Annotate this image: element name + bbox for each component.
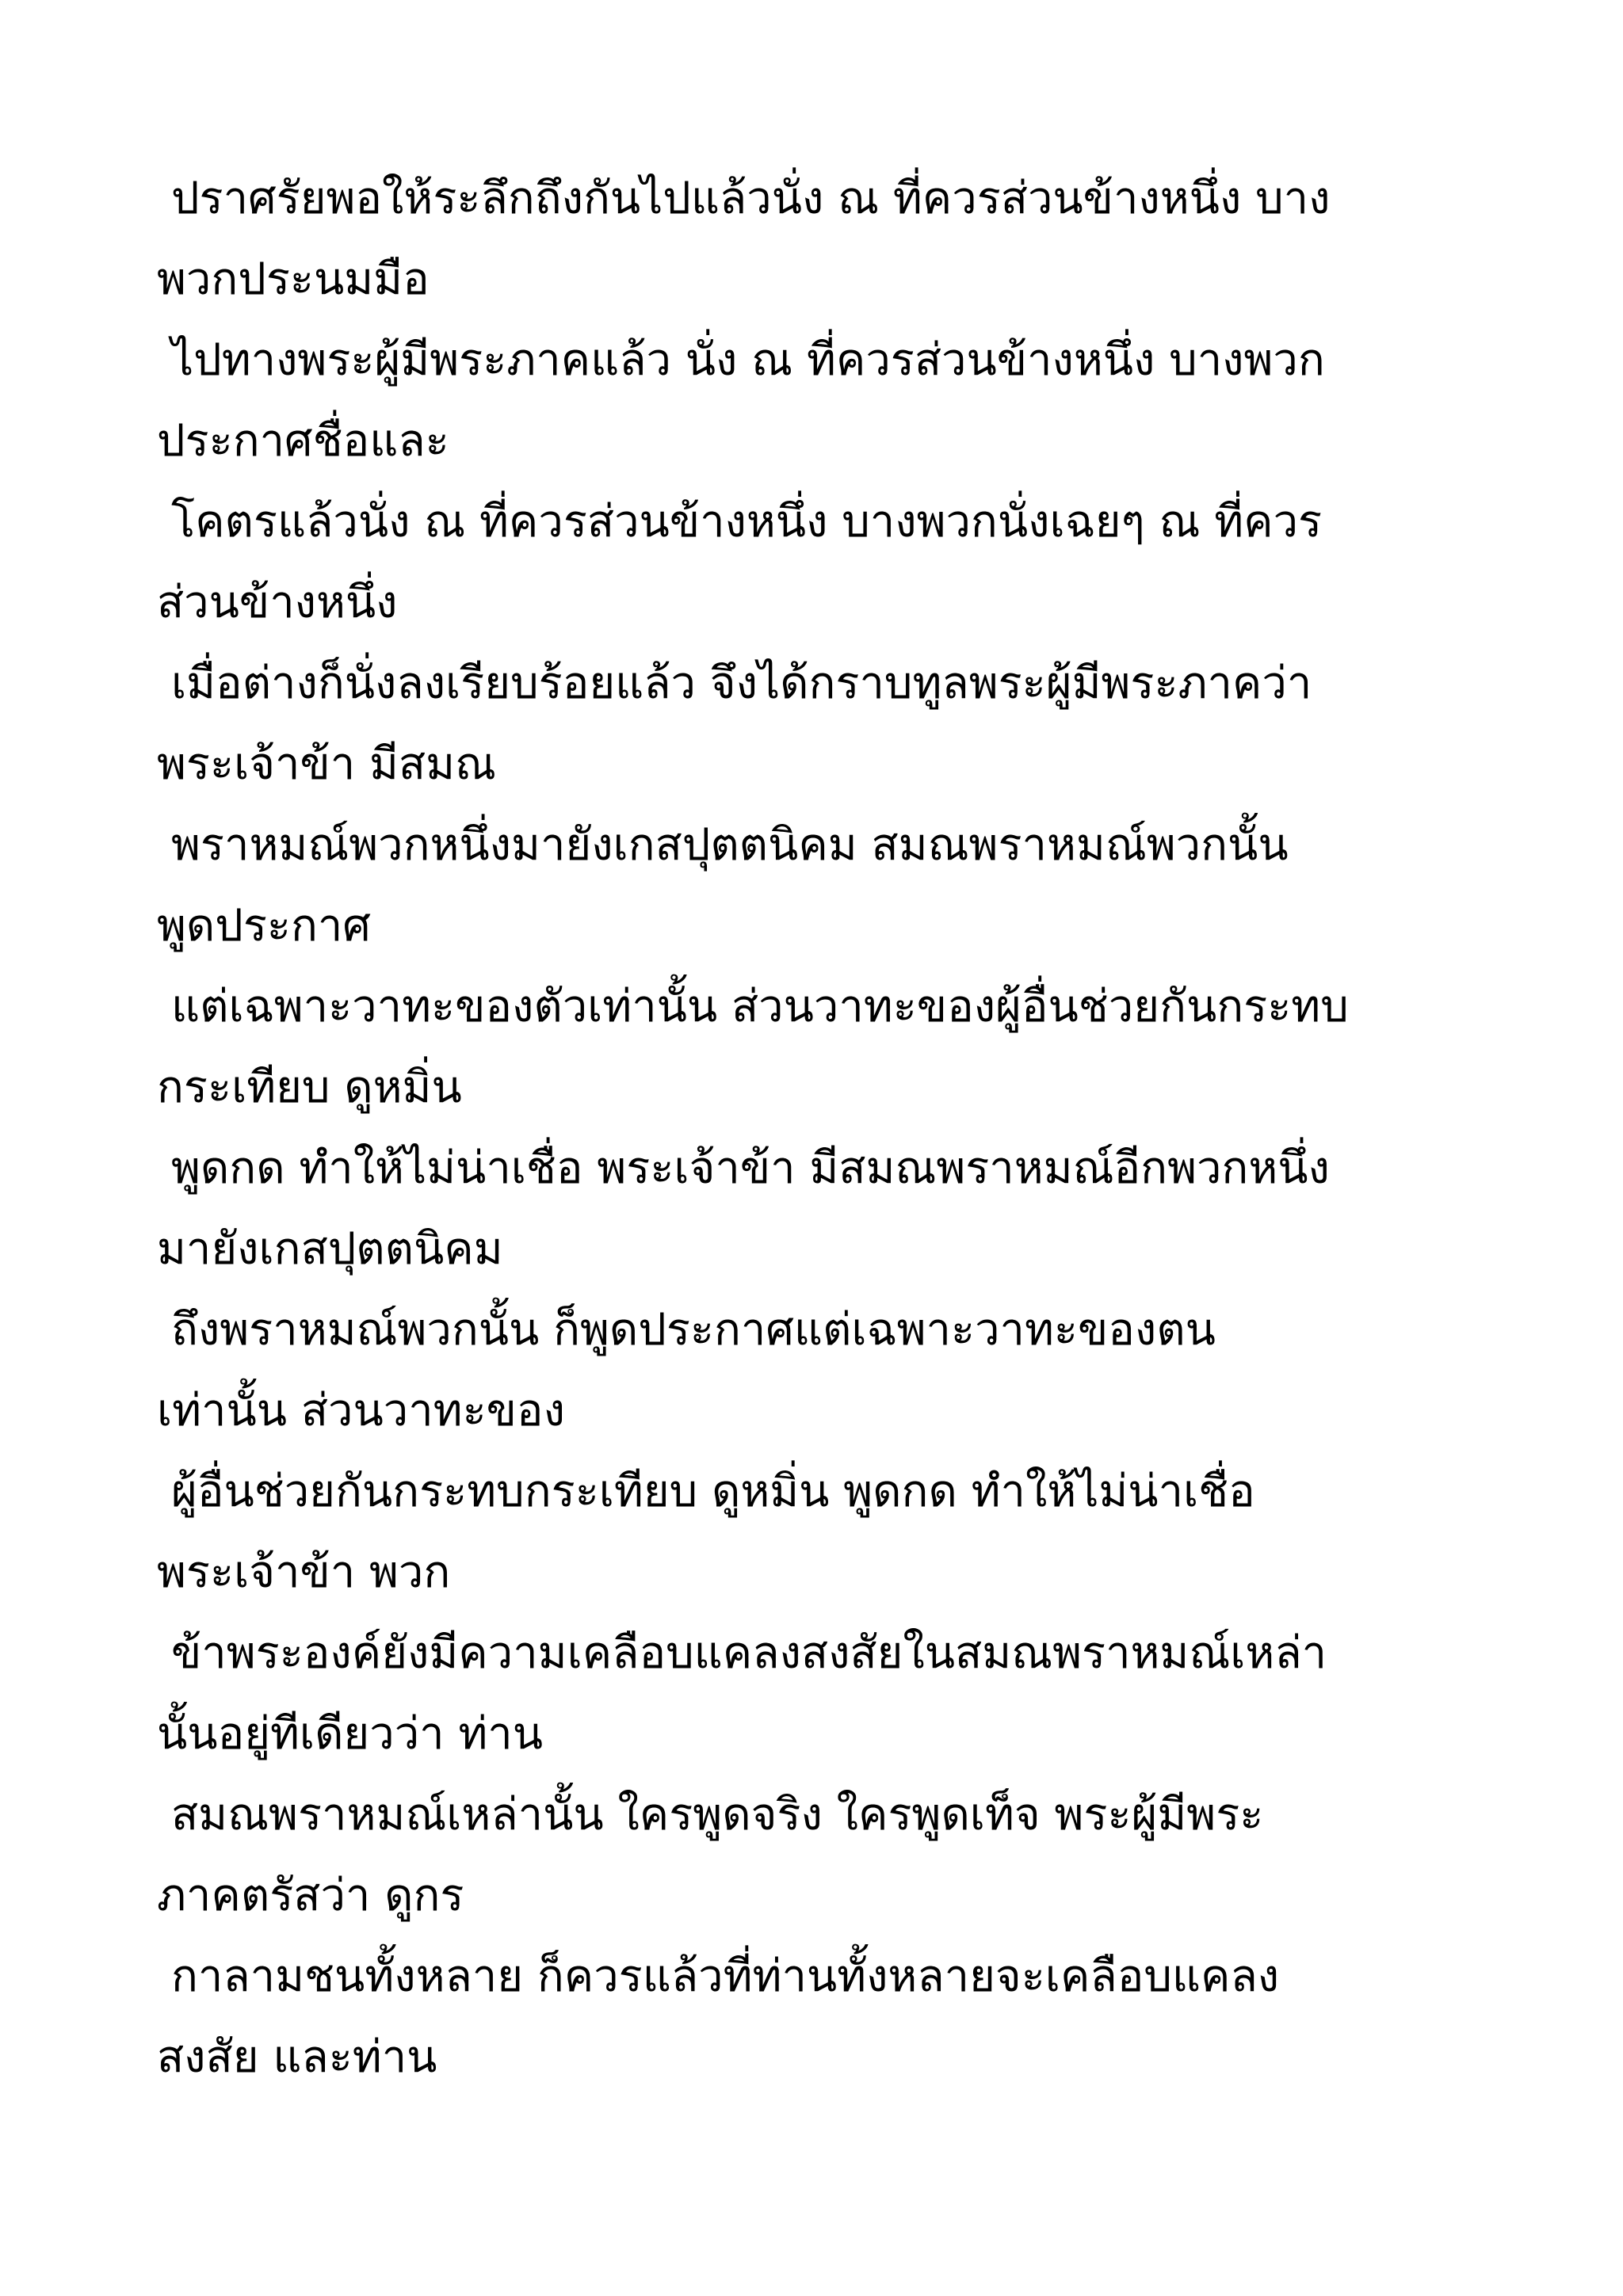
text-line: แต่เฉพาะวาทะของตัวเท่านั้น ส่วนวาทะของผู้อื่นช่วยกันกระทบ: [171, 981, 1349, 1032]
text-line: ข้าพระองค์ยังมีความเคลือบแคลงสงสัยในสมณพราหมณ์เหล่า: [171, 1627, 1327, 1679]
text-line: พูดกด ทำให้ไม่น่าเชื่อ พระเจ้าข้า มีสมณพราหมณ์อีกพวกหนึ่ง: [171, 1142, 1330, 1194]
text-line: ประกาศชื่อและ: [157, 415, 449, 467]
text-line: โคตรแล้วนั่ง ณ ที่ควรส่วนข้างหนึ่ง บางพวกนั่งเฉยๆ ณ ที่ควร: [171, 496, 1323, 547]
text-line: กาลามชนทั้งหลาย ก็ควรแล้วที่ท่านทั้งหลายจะเคลือบแคลง: [171, 1951, 1280, 2002]
text-line: เมื่อต่างก็นั่งลงเรียบร้อยแล้ว จึงได้กราบทูลพระผู้มีพระภาคว่า: [171, 658, 1312, 709]
text-line: มายังเกสปุตตนิคม: [157, 1223, 503, 1275]
text-line: สงสัย และท่าน: [157, 2031, 437, 2083]
body-text: [157, 158, 1488, 2098]
text-line: ถึงพราหมณ์พวกนั้น ก็พูดประกาศแต่เฉพาะวาทะของตน: [171, 1304, 1216, 1356]
text-line: พราหมณ์พวกหนึ่งมายังเกสปุตตนิคม สมณพราหมณ์พวกนั้น: [171, 819, 1289, 871]
text-line: ไปทางพระผู้มีพระภาคแล้ว นั่ง ณ ที่ควรส่วนข้างหนึ่ง บางพวก: [171, 334, 1325, 386]
text-line: เท่านั้น ส่วนวาทะของ: [157, 1385, 565, 1436]
text-line: ส่วนข้างหนึ่ง: [157, 577, 398, 628]
text-line: ปราศรัยพอให้ระลึกถึงกันไปแล้วนั่ง ณ ที่ควรส่วนข้างหนึ่ง บาง: [171, 173, 1331, 224]
text-line: นั้นอยู่ทีเดียวว่า ท่าน: [157, 1708, 544, 1760]
text-line: สมณพราหมณ์เหล่านั้น ใครพูดจริง ใครพูดเท็จ พระผู้มีพระ: [171, 1789, 1264, 1840]
text-line: พระเจ้าข้า พวก: [157, 1547, 451, 1598]
text-line: กระเทียบ ดูหมิ่น: [157, 1062, 462, 1113]
text-line: พระเจ้าข้า มีสมณ: [157, 738, 496, 790]
text-line: ผู้อื่นช่วยกันกระทบกระเทียบ ดูหมิ่น พูดกด ทำให้ไม่น่าเชื่อ: [171, 1466, 1255, 1517]
text-line: พวกประนมมือ: [157, 254, 430, 305]
text-line: พูดประกาศ: [157, 900, 371, 952]
text-line: ภาคตรัสว่า ดูกร: [157, 1870, 464, 1921]
